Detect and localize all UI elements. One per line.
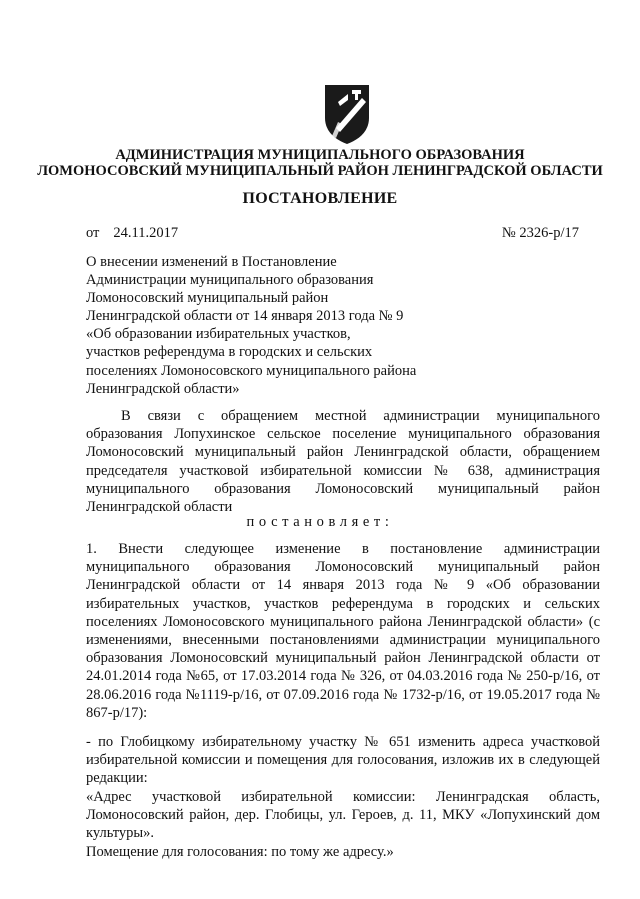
org-title-line-1: АДМИНИСТРАЦИЯ МУНИЦИПАЛЬНОГО ОБРАЗОВАНИЯ [115, 147, 525, 163]
org-title-line-2: ЛОМОНОСОВСКИЙ МУНИЦИПАЛЬНЫЙ РАЙОН ЛЕНИНГРАДСКОЙ ОБЛАСТИ [37, 163, 603, 179]
decree-word: постановляет: [246, 514, 394, 530]
document-date [86, 225, 178, 242]
document-number: № 2326-р/17 [501, 225, 579, 241]
document-subject [86, 253, 566, 398]
change-paragraph: - по Глобицкому избирательному участку № 651 изменить адреса участковой избирательной комиссии и помещения для голосования, изложив их в следующей редакции: [86, 734, 600, 787]
coat-of-arms-icon [322, 82, 372, 146]
address-paragraph: «Адрес участковой избирательной комиссии: Ленинградская область, Ломоносовский район, дер. Глобицы, ул. Героев, д. 11, МКУ «Лопухинский дом культуры». [86, 789, 600, 842]
subject-line: участков референдума в городских и сельских [86, 344, 373, 361]
subject-line: Ломоносовский муниципальный район [86, 290, 329, 307]
date-value: 24.11.2017 [113, 225, 179, 241]
subject-line: Ленинградской области от 14 января 2013 года № 9 [86, 308, 404, 325]
subject-line: «Об образовании избирательных участков, [86, 326, 351, 343]
voting-room-paragraph: Помещение для голосования: по тому же адресу.» [86, 844, 394, 860]
subject-line: Ленинградской области» [86, 380, 240, 397]
item-1-paragraph: 1. Внести следующее изменение в постановление администрации муниципального образования Ломоносовский муниципальный район Ленинградской области от 14 января 2013 года № 9 «Об образовании избирательных участков, участков референдума в городских и сельских поселениях Ломоносовского муниципального района Ленинградской области» (с изменениями, внесенными постановлениями администрации муниципального образования Ломоносовский муниципальный район Ленинградской области от 24.01.2014 года №65, от 17.03.2014 года № 326, от 04.03.2016 года № 250-р/16, от 28.06.2016 года №1119-р/16, от 07.09.2016 года № 1732-р/16, от 19.05.2017 года № 867-р/17): [86, 541, 600, 721]
subject-line: О внесении изменений в Постановление [86, 254, 337, 270]
preamble-paragraph: В связи с обращением местной администрации муниципального образования Лопухинское сельское поселение муниципального образования Ломоносовский муниципальный район Ленинградской области, обращением председателя участковой избирательной комиссии № 638, администрация муниципального образования Ломоносовский муниципальный район Ленинградской области [86, 408, 600, 516]
document-type-title: ПОСТАНОВЛЕНИЕ [242, 190, 398, 207]
subject-line: поселениях Ломоносовского муниципального района [86, 362, 417, 379]
subject-line: Администрации муниципального образования [86, 272, 374, 289]
date-prefix: от [86, 225, 100, 241]
